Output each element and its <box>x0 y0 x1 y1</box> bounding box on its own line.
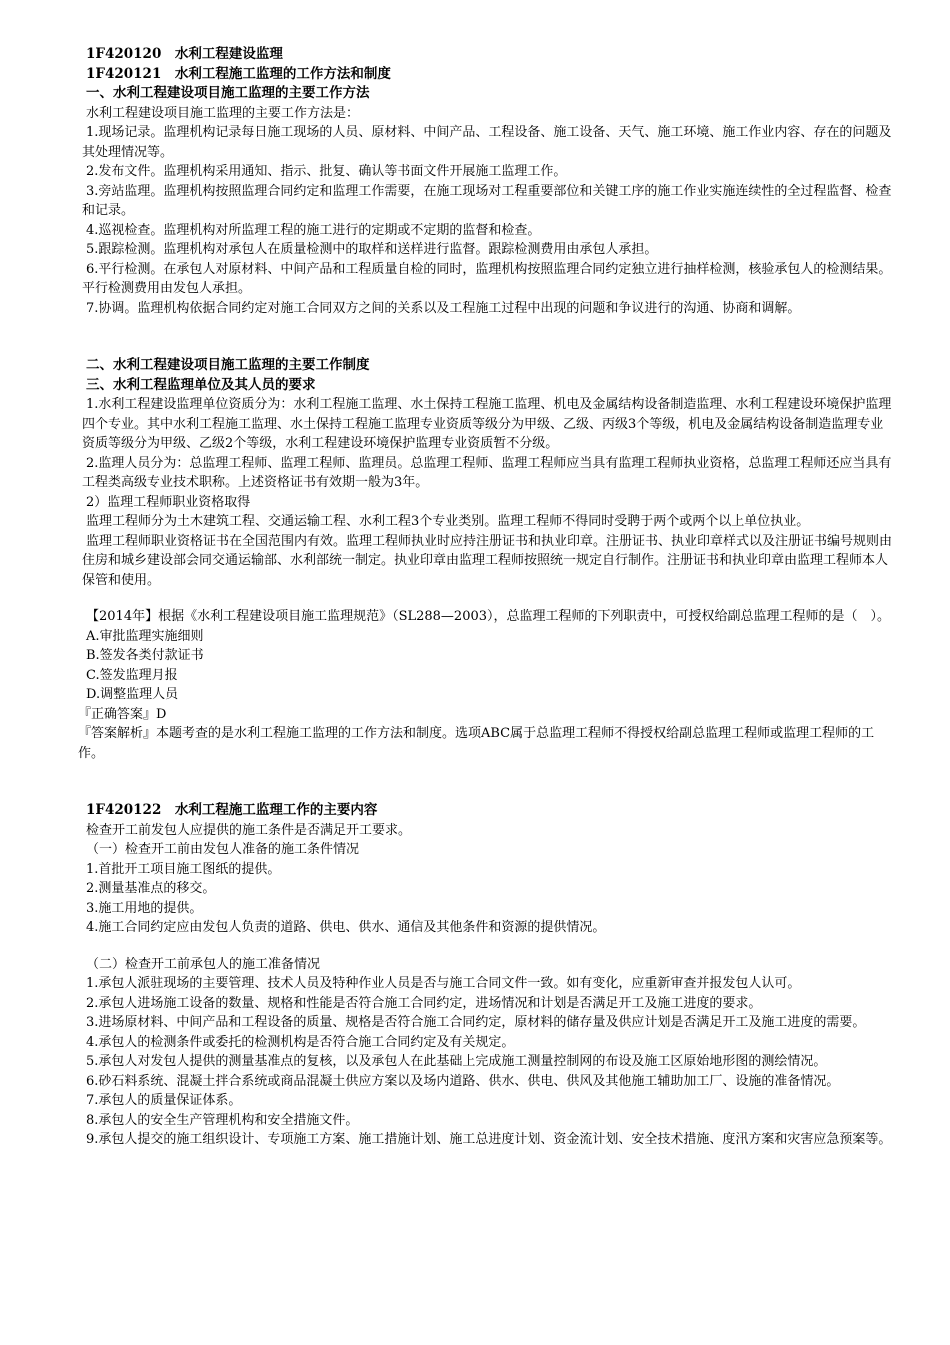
question-option: C.签发监理月报 <box>86 667 178 683</box>
answer-analysis: 『答案解析』本题考查的是水利工程施工监理的工作方法和制度。选项ABC属于总监理工程师不得授权给副总监理工程师或监理工程师的工作。 <box>78 726 875 761</box>
contractor-prep-item: 2.承包人进场施工设备的数量、规格和性能是否符合施工合同约定，进场情况和计划是否满足开工及施工进度的要求。 <box>86 995 762 1011</box>
method-item: 1.现场记录。监理机构记录每日施工现场的人员、原材料、中间产品、工程设备、施工设备、天气、施工环境、施工作业内容、存在的问题及其处理情况等。 <box>82 125 892 160</box>
owner-condition-item: 3.施工用地的提供。 <box>86 900 203 916</box>
spacer <box>82 763 896 801</box>
requirement-item: 1.水利工程建设监理单位资质分为：水利工程施工监理、水土保持工程施工监理、机电及金属结构设备制造监理、水利工程建设环境保护监理四个专业。其中水利工程施工监理、水土保持工程施工监理专业资质等级分为甲级、乙级、丙级3个等级，机电及金属结构设备制造监理专业资质等级分为甲级、乙级2个等级，水利工程建设环境保护监理专业资质暂不分级。 <box>82 397 892 451</box>
question-option: A.审批监理实施细则 <box>86 628 204 644</box>
question-option: B.签发各类付款证书 <box>86 648 204 663</box>
correct-answer: 『正确答案』D <box>78 706 167 722</box>
question-stem: 【2014年】根据《水利工程建设项目施工监理规范》（SL288—2003），总监理工程师的下列职责中，可授权给副总监理工程师的是（ ）。 <box>86 609 891 624</box>
contractor-prep-item: 3.进场原材料、中间产品和工程设备的质量、规格是否符合施工合同约定，原材料的储存量及供应计划是否满足开工及施工进度的需要。 <box>86 1015 866 1030</box>
requirement-item: 2.监理人员分为：总监理工程师、监理工程师、监理员。总监理工程师、监理工程师应当具有监理工程师执业资格，总监理工程师还应当具有工程类高级专业技术职称。上述资格证书有效期一般为3年。 <box>82 455 892 490</box>
method-item: 4.巡视检查。监理机构对所监理工程的施工进行的定期或不定期的监督和检查。 <box>86 222 541 238</box>
methods-intro: 水利工程建设项目施工监理的主要工作方法是： <box>86 105 360 121</box>
method-item: 6.平行检测。在承包人对原材料、中间产品和工程质量自检的同时，监理机构按照监理合同约定独立进行抽样检测，核验承包人的检测结果。平行检测费用由发包人承担。 <box>82 261 892 296</box>
section-heading-1f420120: 1F420120 水利工程建设监理 <box>86 46 283 62</box>
section-intro: 检查开工前发包人应提供的施工条件是否满足开工要求。 <box>86 822 412 838</box>
requirement-item: 2）监理工程师职业资格取得 <box>86 494 251 510</box>
contractor-prep-item: 5.承包人对发包人提供的测量基准点的复核，以及承包人在此基础上完成施工测量控制网的布设及施工区原始地形图的测绘情况。 <box>86 1054 827 1069</box>
subheading-contractor-preparation: （二）检查开工前承包人的施工准备情况 <box>86 956 321 972</box>
contractor-prep-item: 8.承包人的安全生产管理机构和安全措施文件。 <box>86 1112 359 1128</box>
spacer <box>82 590 896 607</box>
method-item: 7.协调。监理机构依据合同约定对施工合同双方之间的关系以及工程施工过程中出现的问题和争议进行的沟通、协商和调解。 <box>86 300 801 316</box>
method-item: 3.旁站监理。监理机构按照监理合同约定和监理工作需要，在施工现场对工程重要部位和关键工序的施工作业实施连续性的全过程监督、检查和记录。 <box>82 183 892 218</box>
method-item: 5.跟踪检测。监理机构对承包人在质量检测中的取样和送样进行监督。跟踪检测费用由承包人承担。 <box>86 242 658 257</box>
heading-unit-requirements: 三、水利工程监理单位及其人员的要求 <box>86 376 316 393</box>
owner-condition-item: 1.首批开工项目施工图纸的提供。 <box>86 861 281 877</box>
requirement-item: 监理工程师职业资格证书在全国范围内有效。监理工程师执业时应持注册证书和执业印章。注册证书、执业印章样式以及注册证书编号规则由住房和城乡建设部会同交通运输部、水利部统一制定。执业印章由监理工程师按照统一规定自行制作。注册证书和执业印章由监理工程师本人保管和使用。 <box>82 533 893 588</box>
contractor-prep-item: 6.砂石料系统、混凝土拌合系统或商品混凝土供应方案以及场内道路、供水、供电、供风及其他施工辅助加工厂、设施的准备情况。 <box>86 1073 840 1089</box>
owner-condition-item: 2.测量基准点的移交。 <box>86 881 216 896</box>
contractor-prep-item: 4.承包人的检测条件或委托的检测机构是否符合施工合同约定及有关规定。 <box>86 1034 515 1050</box>
question-option: D.调整监理人员 <box>86 687 179 702</box>
contractor-prep-item: 9.承包人提交的施工组织设计、专项施工方案、施工措施计划、施工总进度计划、资金流计划、安全技术措施、度汛方案和灾害应急预案等。 <box>86 1132 892 1147</box>
heading-work-system: 二、水利工程建设项目施工监理的主要工作制度 <box>86 357 370 373</box>
requirement-item: 监理工程师分为土木建筑工程、交通运输工程、水利工程3个专业类别。监理工程师不得同时受聘于两个或两个以上单位执业。 <box>86 514 810 529</box>
contractor-prep-item: 1.承包人派驻现场的主要管理、技术人员及特种作业人员是否与施工合同文件一致。如有变化，应重新审查并报发包人认可。 <box>86 976 801 991</box>
subheading-owner-conditions: （一）检查开工前由发包人准备的施工条件情况 <box>86 842 360 857</box>
heading-work-methods: 一、水利工程建设项目施工监理的主要工作方法 <box>86 85 370 101</box>
spacer <box>82 938 896 955</box>
section-heading-1f420121: 1F420121 水利工程施工监理的工作方法和制度 <box>86 65 391 82</box>
spacer <box>82 318 896 356</box>
section-heading-1f420122: 1F420122 水利工程施工监理工作的主要内容 <box>86 802 378 818</box>
method-item: 2.发布文件。监理机构采用通知、指示、批复、确认等书面文件开展施工监理工作。 <box>86 164 567 179</box>
document-page <box>78 45 896 1150</box>
owner-condition-item: 4.施工合同约定应由发包人负责的道路、供电、供水、通信及其他条件和资源的提供情况。 <box>86 920 606 935</box>
contractor-prep-item: 7.承包人的质量保证体系。 <box>86 1093 242 1108</box>
